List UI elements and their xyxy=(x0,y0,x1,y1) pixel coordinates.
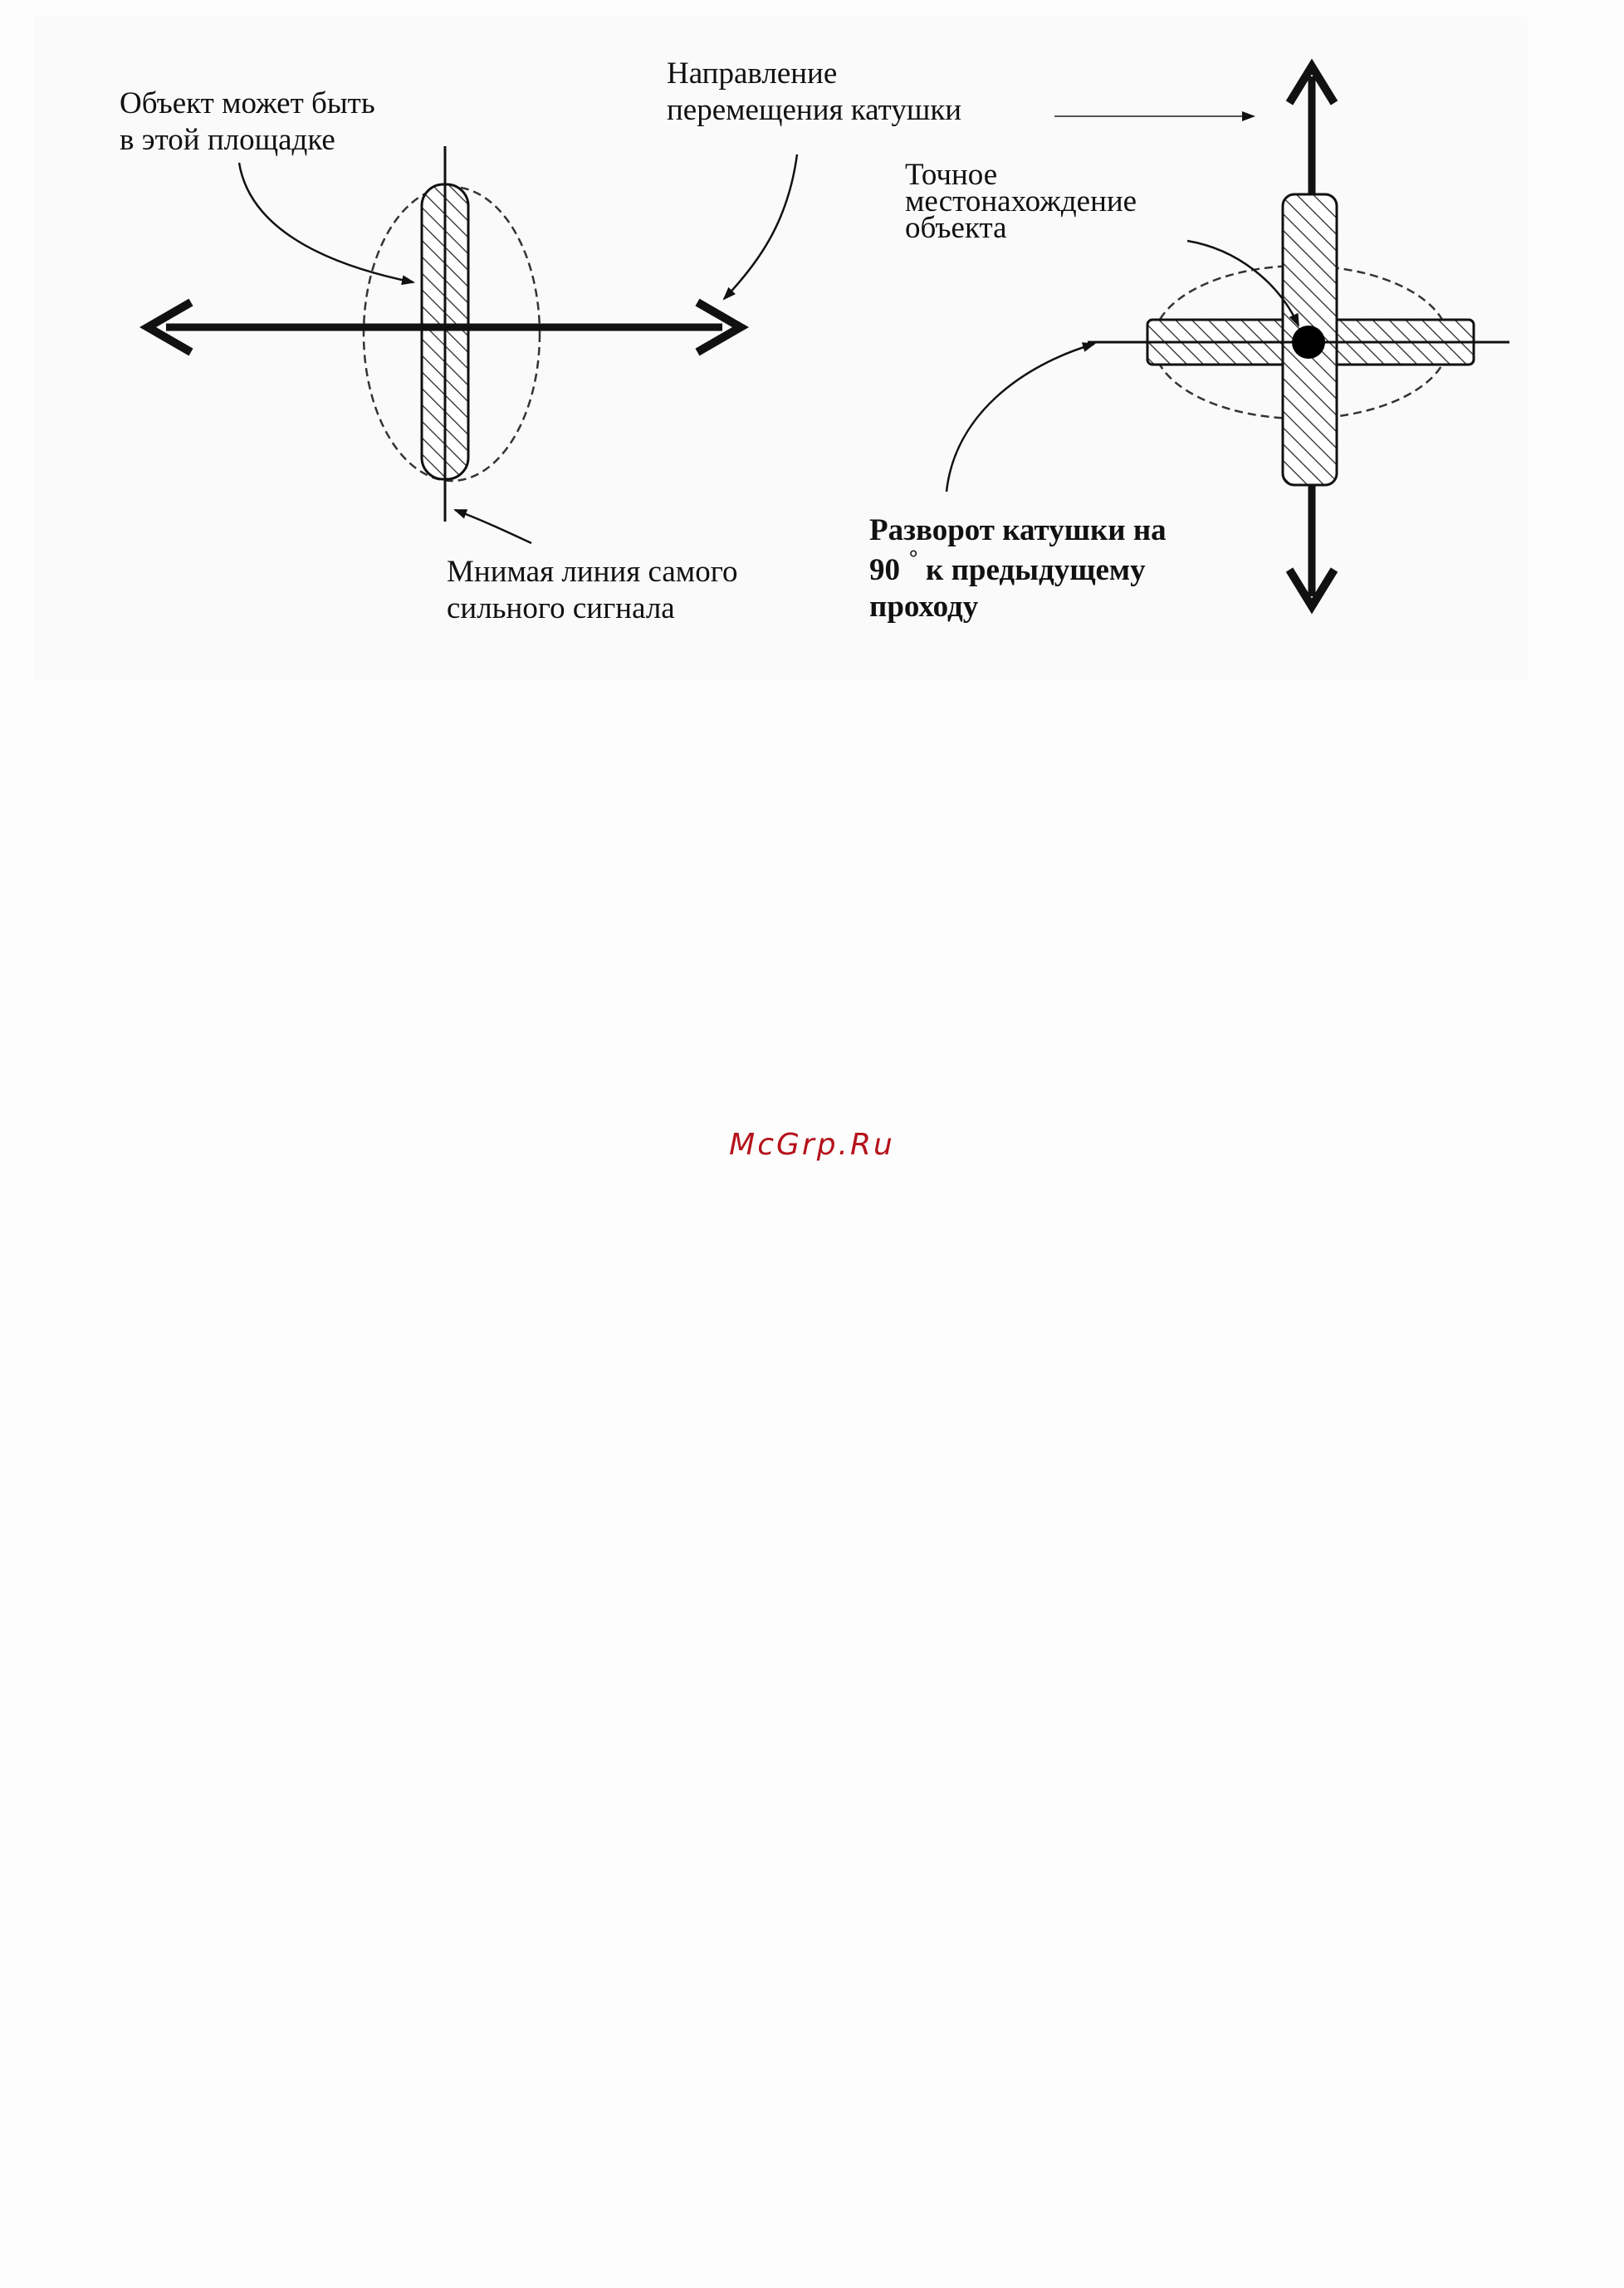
label-exact-line2: местонахождение xyxy=(905,184,1137,218)
label-imaginary-line1: Мнимая линия самого xyxy=(447,555,738,589)
label-exact-line3: объекта xyxy=(905,211,1007,245)
label-rotate-degree: ° xyxy=(909,546,918,570)
label-direction-line2: перемещения катушки xyxy=(667,93,962,127)
exact-location-dot xyxy=(1292,326,1325,359)
label-object-area-line1: Объект может быть xyxy=(120,86,375,120)
label-imaginary-line2: сильного сигнала xyxy=(447,591,675,625)
label-rotate-line2-number: 90 xyxy=(869,553,900,587)
label-rotate-line2-rest: к предыдущему xyxy=(926,553,1146,587)
label-rotate-line1: Разворот катушки на xyxy=(869,513,1167,547)
watermark-text: McGrp.Ru xyxy=(729,1128,895,1162)
label-direction-line1: Направление xyxy=(667,56,838,91)
label-exact-line1: Точное xyxy=(905,158,998,192)
label-object-area-line2: в этой площадке xyxy=(120,123,335,157)
label-rotate-line3: проходу xyxy=(869,590,979,624)
